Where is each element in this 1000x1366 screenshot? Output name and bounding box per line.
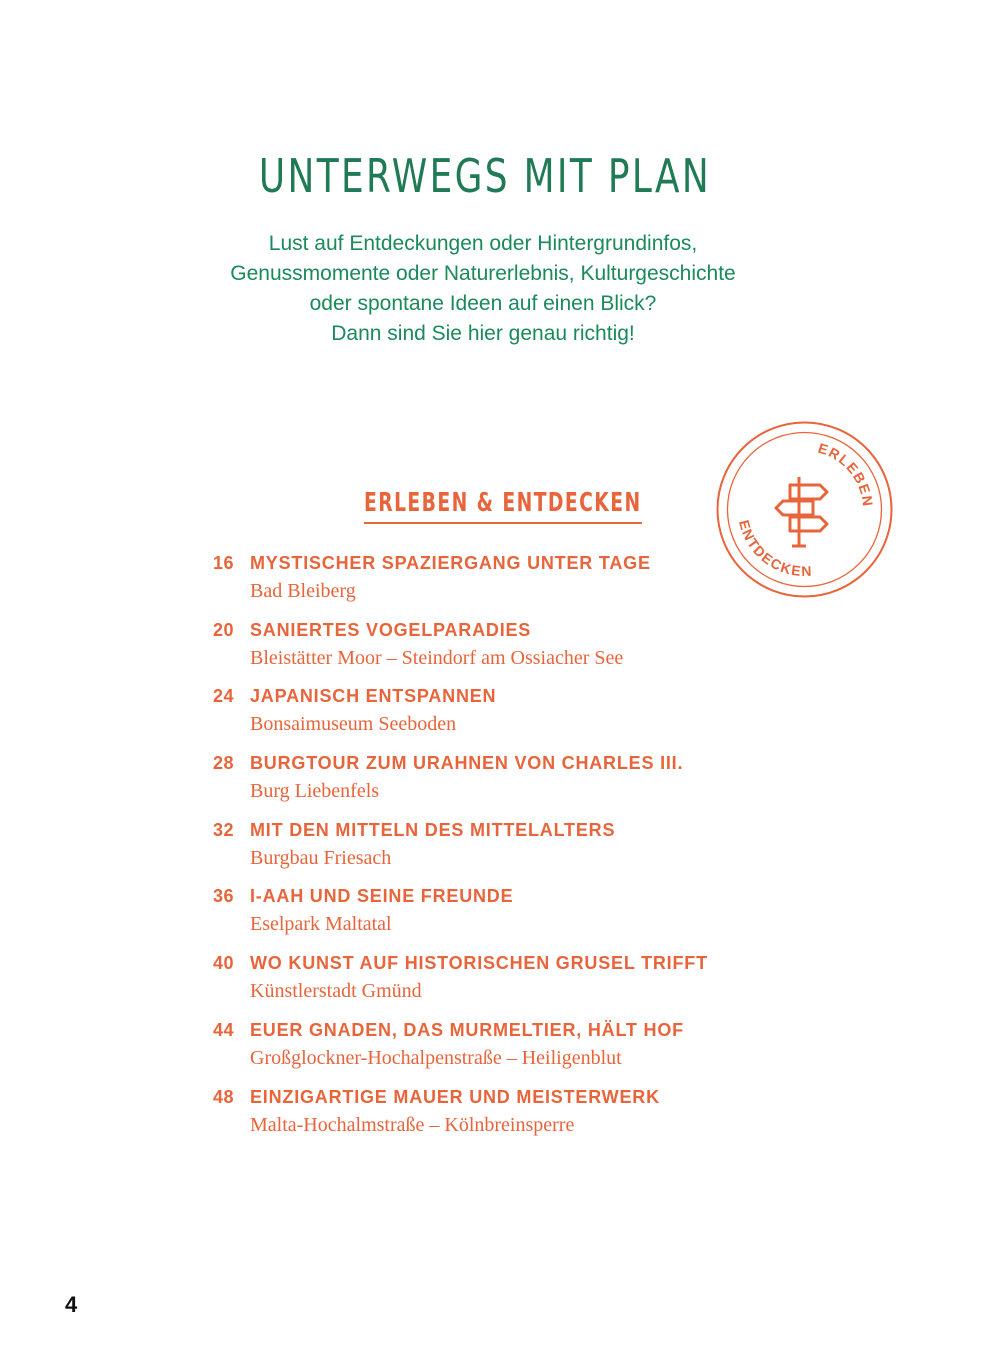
intro-text: [0, 229, 966, 349]
toc-title: JAPANISCH ENTSPANNEN: [250, 686, 497, 707]
toc-location: Bad Bleiberg: [250, 580, 356, 602]
toc-title: EINZIGARTIGE MAUER UND MEISTERWERK: [250, 1086, 660, 1107]
section-heading: [0, 488, 1000, 524]
page-number: 4: [65, 1292, 78, 1317]
intro-line: oder spontane Ideen auf einen Blick?: [309, 292, 657, 315]
toc-entry: [200, 686, 820, 753]
intro-line: Genussmomente oder Naturerlebnis, Kulturgeschichte: [230, 262, 736, 285]
toc-entry: [200, 1020, 820, 1087]
intro-line: Dann sind Sie hier genau richtig!: [331, 322, 635, 345]
toc-location: Bonsaimuseum Seeboden: [250, 713, 457, 736]
section-heading-text: ERLEBEN & ENTDECKEN: [364, 488, 642, 524]
toc-entry: [200, 620, 820, 687]
toc-title: I-AAH UND SEINE FREUNDE: [250, 886, 514, 907]
badge-top-text: ERLEBEN: [816, 439, 877, 509]
toc-page-number: 24: [212, 686, 234, 707]
toc-title: WO KUNST AUF HISTORISCHEN GRUSEL TRIFFT: [250, 953, 708, 974]
toc-title: MYSTISCHER SPAZIERGANG UNTER TAGE: [250, 553, 651, 573]
intro-line: Lust auf Entdeckungen oder Hintergrundinfos,: [268, 232, 698, 255]
toc-location: Bleistätter Moor – Steindorf am Ossiacher See: [250, 646, 624, 669]
toc-location: Eselpark Maltatal: [250, 913, 392, 936]
toc-entry: [200, 753, 820, 820]
toc-entry: [200, 953, 820, 1020]
toc-location: Burgbau Friesach: [250, 846, 392, 869]
toc-page-number: 36: [212, 886, 234, 907]
page-title: UNTERWEGS MIT PLAN: [258, 148, 712, 203]
badge-bottom-text: ENTDECKEN: [735, 518, 814, 580]
toc-entry: [200, 886, 820, 953]
toc-page-number: 16: [212, 553, 234, 573]
toc-page-number: 48: [212, 1086, 234, 1107]
toc-entry: [200, 820, 820, 887]
toc-entry: [200, 1087, 820, 1154]
toc-title: SANIERTES VOGELPARADIES: [250, 619, 532, 640]
toc-page-number: 40: [212, 953, 234, 974]
toc-page-number: 28: [212, 753, 234, 774]
toc-page-number: 44: [212, 1019, 234, 1040]
toc-location: Malta-Hochalmstraße – Kölnbreinsperre: [250, 1113, 575, 1136]
table-of-contents: [200, 553, 820, 1153]
toc-location: Großglockner-Hochalpenstraße – Heiligenblut: [250, 1046, 622, 1069]
toc-location: Künstlerstadt Gmünd: [250, 980, 422, 1003]
toc-location: Burg Liebenfels: [250, 780, 380, 803]
toc-page-number: 32: [212, 819, 234, 840]
toc-page-number: 20: [212, 619, 234, 640]
toc-title: EUER GNADEN, DAS MURMELTIER, HÄLT HOF: [250, 1019, 684, 1040]
toc-title: BURGTOUR ZUM URAHNEN VON CHARLES III.: [250, 753, 684, 774]
toc-entry: [200, 553, 820, 620]
toc-title: MIT DEN MITTELN DES MITTELALTERS: [250, 819, 616, 840]
